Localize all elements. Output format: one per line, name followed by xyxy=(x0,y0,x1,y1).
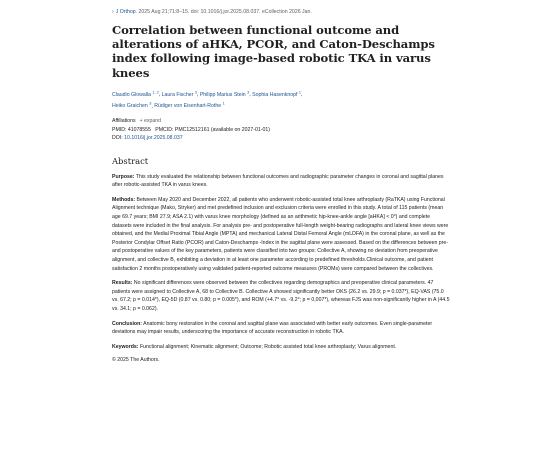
identifiers xyxy=(112,126,450,142)
expand-affiliations-button[interactable]: + expand xyxy=(139,118,162,125)
section-text: Anatomic bony restoration in the coronal and sagittal plane was associated with better early outcomes. Even single-parameter deviations may impair results, underscoring the importance of accurate reconstruction in robotic TKA. xyxy=(112,320,433,336)
pmid-line: PMID: 41078555 PMCID: PMC12512161 (available on 2027-01-01) xyxy=(112,127,271,134)
citation-line xyxy=(112,8,450,16)
chevron-right-icon: › xyxy=(112,9,114,15)
author-separator: , xyxy=(196,91,200,98)
author-item[interactable]: Laura Fischer $^3$ xyxy=(161,89,197,98)
author-item[interactable]: Philipp Marius Stein $^3$ xyxy=(199,89,250,98)
section-text: Functional alignment; Kinematic alignment; Outcome; Robotic assisted total knee arthroplasty; Varus alignment. xyxy=(138,343,397,350)
article-title: Correlation between functional outcome and alterations of aHKA, PCOR, and Caton-Deschamps index following image-based robotic TKA in varus knees xyxy=(112,23,435,80)
copyright-notice: © 2025 The Authors. xyxy=(112,357,160,364)
journal-link[interactable]: J Orthop xyxy=(115,9,136,15)
abstract-keywords xyxy=(112,343,450,352)
article-page xyxy=(112,8,450,363)
section-label: Methods: xyxy=(112,196,136,203)
author-list xyxy=(112,88,450,111)
abstract-purpose xyxy=(112,173,450,190)
section-text: No significant differences were observed between the collectives regarding demographics and preoperative clinical parameters. 47 patients were assigned to Collective A, 68 to Collective B. Collective A showed significantly better OKS (26.2 vs. 29.9; p = 0.037*), EQ-VAS (75.0 vs. 67.2; p = 0.014*), EQ-5D (0.87 vs. 0.80; p = 0.005*), and ROM (+4.7° vs. -9.2°; p = 0,007*), whereas FJS was non-significantly higher in A (44.5 vs. 34.1; p = 0.062). xyxy=(112,280,450,312)
author-separator: , xyxy=(151,103,155,110)
abstract-methods xyxy=(112,196,450,273)
author-item[interactable]: Sophia Hasenknopf $^1$ xyxy=(252,89,301,98)
section-label: Purpose: xyxy=(112,173,135,180)
citation-details: . 2025 Aug 21;71:8–15. doi: 10.1016/j.jor.2025.08.037. eCollection 2026 Jan. xyxy=(135,9,312,15)
doi-line xyxy=(112,134,450,142)
affiliations-label: Affiliations xyxy=(112,118,136,125)
author-item[interactable]: Heiko Graichen $^3$ xyxy=(112,101,152,110)
author-separator: , xyxy=(158,91,162,98)
section-label: Conclusion: xyxy=(112,320,142,327)
section-label: Keywords: xyxy=(112,343,139,350)
doi-label: DOI: xyxy=(112,135,125,142)
affiliations-row xyxy=(112,117,450,125)
abstract-conclusion xyxy=(112,320,450,337)
author-item[interactable]: Rüdiger von Eisenhart-Rothe $^1$ xyxy=(154,101,225,110)
section-text: Between May 2020 and December 2022, all patients who underwent robotic-assisted total knee arthroplasty (RaTKA) using Functional Alignment technique (Mako, Stryker) and met predefined inclusion and exclusion criteria were enrolled in this study. A total of 115 patients (mean age 69.7 years; BMI 27.9; ASA 2.1) with varus knee morphology (defined as an arithmetic hip-knee-ankle angle [aHKA] < 0°) and complete datasets were included in the final analysis. For analysis pre- and postoperative full-length weight-bearing radiographs and lateral knee views were obtained, and the Medial Proximal Tibial Angle (MPTA) and mechanical Lateral Distal Femoral Angle (mLDFA) in the coronal plane, as well as the Posterior Condylar Offset Ratio (PCOR) and Caton-Deschamps -Index in the sagittal plane were assessed. Based on the differences between pre- and postoperative values of the key parameters, patients were classified into two groups: Collective A, showing no deviation from preoperative alignment, and collective B, exhibiting a deviation in at least one parameter according to predefined thresholds.Clinical outcome, and patient satisfaction 2 months postoperatively using validated patient-reported outcome measures (PROMs) were compared between the collectives. xyxy=(112,196,449,272)
abstract-heading: Abstract xyxy=(112,155,149,166)
author-item[interactable]: Claudio Glowalla $^{1, 2}$ xyxy=(112,89,159,98)
section-text: This study evaluated the relationship between functional outcomes and radiographic parameter changes in coronal and sagittal planes after robotic-assisted TKA in varus knees. xyxy=(112,173,444,189)
abstract-results xyxy=(112,279,450,313)
section-label: Results: xyxy=(112,280,133,287)
author-separator: , xyxy=(301,91,303,98)
author-separator: , xyxy=(249,91,253,98)
doi-link[interactable]: 10.1016/j.jor.2025.08.037 xyxy=(124,135,183,142)
